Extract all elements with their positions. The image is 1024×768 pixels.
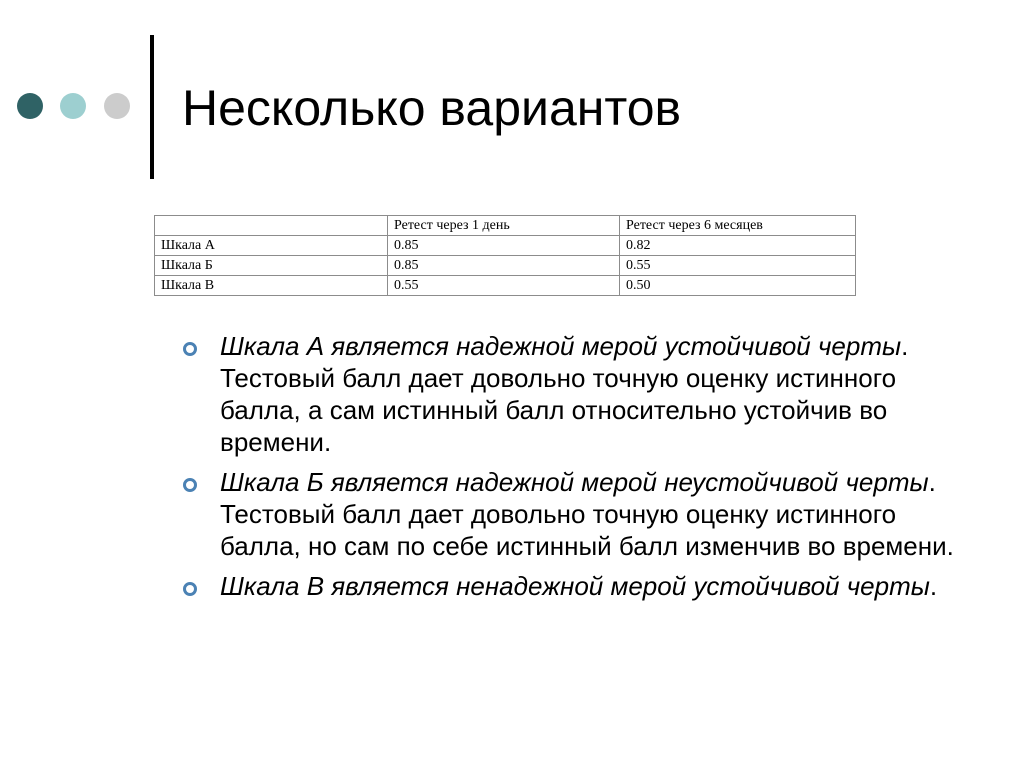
bullet-lead: Шкала В является ненадежной мерой устойчивой черты <box>220 571 930 601</box>
table-cell-value: 0.55 <box>620 256 856 276</box>
table-header-cell: Ретест через 6 месяцев <box>620 216 856 236</box>
bullet-text: . Тестовый балл дает довольно точную оценку истинного балла, а сам истинный балл относительно устойчив во времени. <box>220 331 909 457</box>
list-item <box>180 330 970 458</box>
table-header-row <box>155 216 856 236</box>
table-cell-value: 0.85 <box>388 256 620 276</box>
table-header-cell: Ретест через 1 день <box>388 216 620 236</box>
ring-bullet-icon <box>183 478 197 492</box>
table-cell-value: 0.50 <box>620 276 856 296</box>
table-cell-value: 0.55 <box>388 276 620 296</box>
bullet-lead: Шкала Б является надежной мерой неустойчивой черты <box>220 467 929 497</box>
title-divider <box>150 35 154 179</box>
slide-title: Несколько вариантов <box>182 80 682 136</box>
table-cell-scale: Шкала А <box>155 236 388 256</box>
ring-bullet-icon <box>183 582 197 596</box>
bullet-text: . <box>929 571 938 601</box>
reliability-table <box>154 215 856 296</box>
table-row <box>155 236 856 256</box>
decor-dot-dark <box>17 93 43 119</box>
table-cell-scale: Шкала Б <box>155 256 388 276</box>
bullet-text: . Тестовый балл дает довольно точную оценку истинного балла, но сам по себе истинный балл изменчив во времени. <box>220 467 954 561</box>
table-cell-scale: Шкала В <box>155 276 388 296</box>
list-item <box>180 570 970 602</box>
bullet-list <box>180 330 970 610</box>
decor-dot-gray <box>104 93 130 119</box>
table-row <box>155 256 856 276</box>
decor-dot-teal <box>60 93 86 119</box>
table-cell-value: 0.85 <box>388 236 620 256</box>
table-row <box>155 276 856 296</box>
table-header-cell <box>155 216 388 236</box>
bullet-lead: Шкала А является надежной мерой устойчивой черты <box>220 331 902 361</box>
table-cell-value: 0.82 <box>620 236 856 256</box>
ring-bullet-icon <box>183 342 197 356</box>
list-item <box>180 466 970 562</box>
